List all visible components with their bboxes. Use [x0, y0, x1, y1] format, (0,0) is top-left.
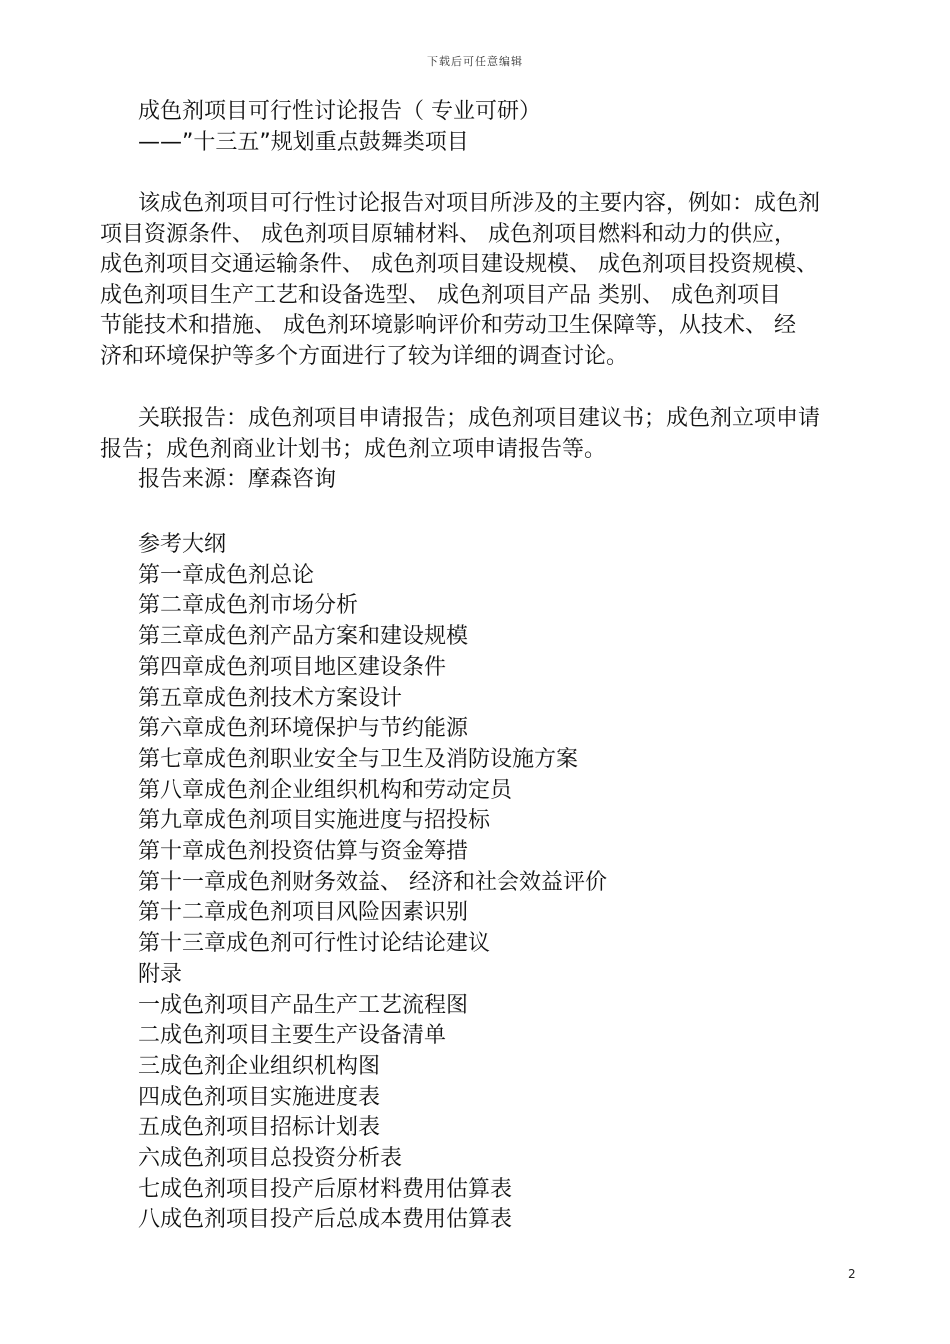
intro-line: 成色剂项目交通运输条件、 成色剂项目建设规模、 成色剂项目投资规模、 — [100, 252, 818, 277]
reference-outline — [138, 530, 607, 1236]
intro-line: 节能技术和措施、 成色剂环境影响评价和劳动卫生保障等，从技术、 经 — [100, 313, 796, 338]
outline-heading: 参考大纲 — [138, 532, 227, 557]
document-title — [138, 96, 541, 158]
chapter-item: 第六章成色剂环境保护与节约能源 — [138, 716, 469, 742]
appendix-item: 四成色剂项目实施进度表 — [138, 1084, 381, 1110]
chapter-item: 第十二章成色剂项目风险因素识别 — [138, 900, 469, 926]
page-number: 2 — [848, 1267, 856, 1281]
intro-line: 成色剂项目生产工艺和设备选型、 成色剂项目产品 类别、 成色剂项目 — [100, 282, 781, 308]
appendix-heading: 附录 — [138, 961, 183, 987]
intro-line: 该成色剂项目可行性讨论报告对项目所涉及的主要内容，例如：成色剂 — [138, 191, 821, 216]
chapter-item: 第十三章成色剂可行性讨论结论建议 — [138, 931, 491, 957]
appendix-item: 五成色剂项目招标计划表 — [138, 1115, 381, 1141]
chapter-item: 第一章成色剂总论 — [138, 562, 315, 588]
appendix-item: 一成色剂项目产品生产工艺流程图 — [138, 992, 469, 1018]
appendix-item: 二成色剂项目主要生产设备清单 — [138, 1023, 447, 1049]
chapter-item: 第九章成色剂项目实施进度与招投标 — [138, 808, 491, 834]
chapter-item: 第二章成色剂市场分析 — [138, 593, 359, 619]
chapter-item: 第五章成色剂技术方案设计 — [138, 685, 403, 711]
title-line-1: 成色剂项目可行性讨论报告（ 专业可研） — [138, 99, 541, 124]
chapter-item: 第三章成色剂产品方案和建设规模 — [138, 624, 469, 650]
appendix-item: 六成色剂项目总投资分析表 — [138, 1146, 403, 1172]
appendix-item: 七成色剂项目投产后原材料费用估算表 — [138, 1176, 513, 1202]
related-reports-paragraph — [100, 404, 870, 496]
chapter-item: 第七章成色剂职业安全与卫生及消防设施方案 — [138, 746, 579, 772]
intro-line: 济和环境保护等多个方面进行了较为详细的调查讨论。 — [100, 343, 629, 369]
appendix-item: 三成色剂企业组织机构图 — [138, 1053, 381, 1079]
related-reports-line: 报告；成色剂商业计划书；成色剂立项申请报告等。 — [100, 436, 607, 462]
chapter-item: 第四章成色剂项目地区建设条件 — [138, 654, 447, 680]
chapter-item: 第十章成色剂投资估算与资金筹措 — [138, 839, 469, 865]
chapter-item: 第八章成色剂企业组织机构和劳动定员 — [138, 777, 513, 803]
chapter-item: 第十一章成色剂财务效益、 经济和社会效益评价 — [138, 869, 607, 895]
title-line-2: ——”十三五”规划重点鼓舞类项目 — [138, 130, 469, 155]
page-header-note: 下载后可任意编辑 — [427, 55, 523, 68]
intro-paragraph — [100, 189, 870, 372]
intro-line: 项目资源条件、 成色剂项目原辅材料、 成色剂项目燃料和动力的供应， — [100, 221, 796, 247]
report-source: 报告来源：摩森咨询 — [138, 467, 337, 492]
appendix-item: 八成色剂项目投产后总成本费用估算表 — [138, 1207, 513, 1233]
related-reports-line: 关联报告：成色剂项目申请报告；成色剂项目建议书；成色剂立项申请 — [138, 406, 821, 431]
